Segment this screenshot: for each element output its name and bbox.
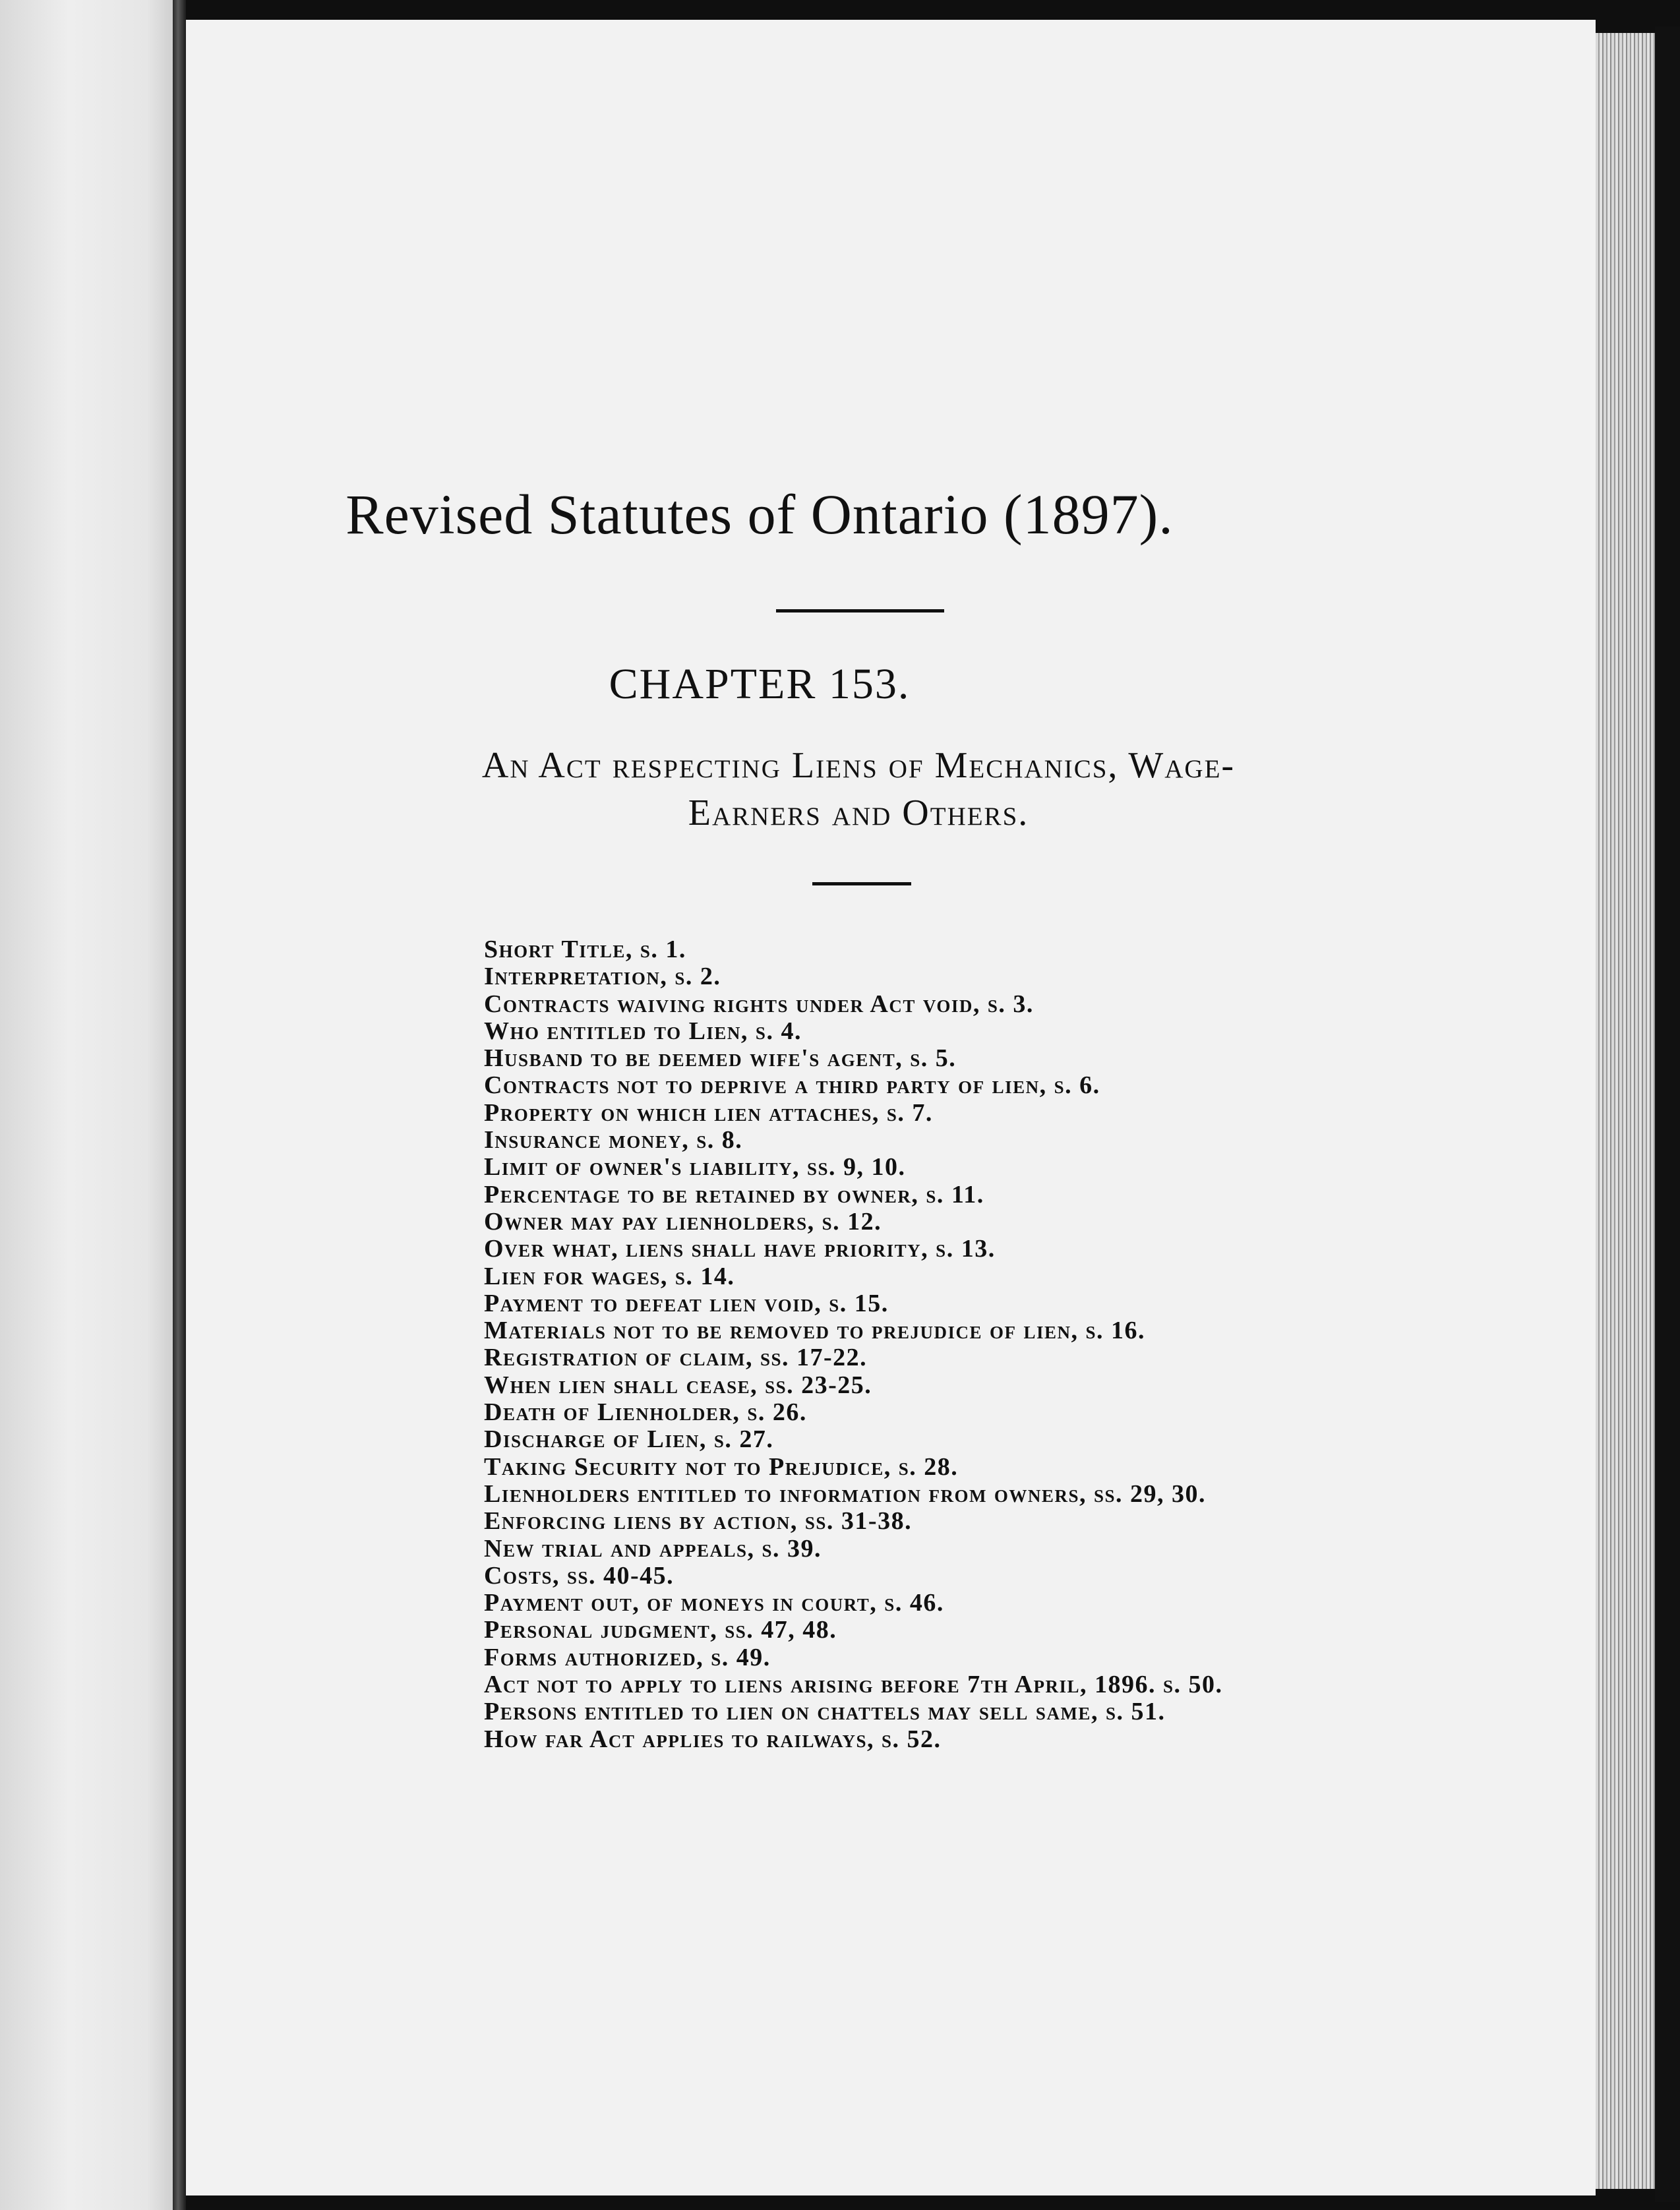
chapter-divider [812,882,911,885]
act-title-line-1: An Act respecting Liens of Mechanics, Wage- [481,745,1236,786]
toc-item: Costs, ss. 40-45. [484,1561,675,1590]
toc-item: Limit of owner's liability, ss. 9, 10. [484,1153,906,1181]
page-content [186,20,1596,2195]
toc-item: Over what, liens shall have priority, s. 13. [484,1235,996,1263]
toc-item: How far Act applies to railways, s. 52. [484,1725,942,1753]
title-divider [776,609,944,612]
page-stack-edge [1596,33,1655,2189]
toc-item: Payment out, of moneys in court, s. 46. [484,1589,944,1617]
toc-item: Lienholders entitled to information from owners, ss. 29, 30. [484,1479,1206,1508]
document-page [186,20,1596,2195]
toc-item: Registration of claim, ss. 17-22. [484,1344,868,1372]
book-gutter [173,0,186,2210]
toc-item: Who entitled to Lien, s. 4. [484,1017,802,1045]
toc-item: New trial and appeals, s. 39. [484,1534,822,1563]
toc-item: When lien shall cease, ss. 23-25. [484,1371,872,1399]
chapter-heading: CHAPTER 153. [609,660,911,708]
toc-item: Enforcing liens by action, ss. 31-38. [484,1507,913,1536]
document-title: Revised Statutes of Ontario (1897). [345,483,1174,546]
act-title [311,742,1406,837]
book-cover-edge [1655,26,1680,2202]
toc-item: Materials not to be removed to prejudice of lien, s. 16. [484,1317,1146,1345]
toc-item: Insurance money, s. 8. [484,1126,743,1154]
toc-item: Contracts waiving rights under Act void, s. 3. [484,990,1034,1018]
toc-item: Husband to be deemed wife's agent, s. 5. [484,1044,957,1073]
toc-item: Short Title, s. 1. [484,936,686,963]
toc-item: Lien for wages, s. 14. [484,1262,735,1290]
toc-item: Persons entitled to lien on chattels may sell same, s. 51. [484,1698,1166,1726]
previous-page-edge [0,0,173,2210]
toc-item: Interpretation, s. 2. [484,963,721,991]
toc-item: Property on which lien attaches, s. 7. [484,1098,933,1127]
toc-item: Forms authorized, s. 49. [484,1643,771,1671]
toc-item: Discharge of Lien, s. 27. [484,1425,774,1454]
toc-item: Act not to apply to liens arising before 7th April, 1896. s. 50. [484,1671,1223,1699]
toc-item: Owner may pay lienholders, s. 12. [484,1207,882,1236]
toc-item: Contracts not to deprive a third party of lien, s. 6. [484,1071,1100,1100]
toc-item: Personal judgment, ss. 47, 48. [484,1616,837,1644]
toc-item: Percentage to be retained by owner, s. 11. [484,1180,984,1209]
act-title-line-2: Earners and Others. [688,792,1029,833]
table-of-contents [484,936,1539,1753]
toc-item: Payment to defeat lien void, s. 15. [484,1289,889,1317]
toc-item: Taking Security not to Prejudice, s. 28. [484,1452,959,1481]
toc-item: Death of Lienholder, s. 26. [484,1398,807,1427]
